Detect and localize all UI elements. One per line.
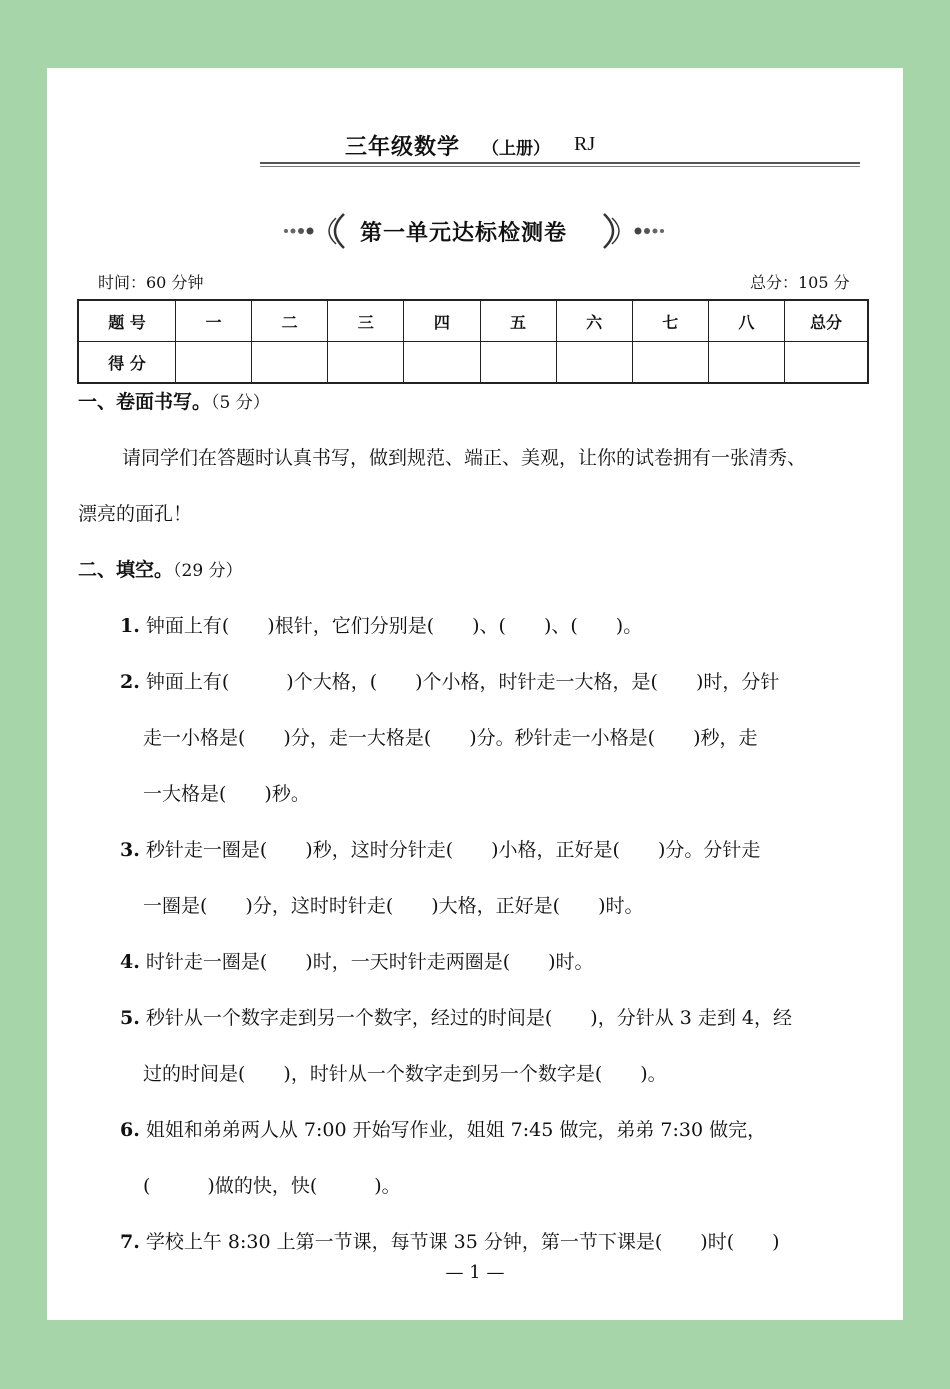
score-cell[interactable]: [404, 342, 480, 384]
col-header: 八: [708, 300, 784, 342]
question-2-cont: 走一小格是( )分，走一大格是( )分。秒针走一小格是( )秒，走: [143, 727, 758, 749]
right-ornament-icon: [596, 210, 666, 250]
book-volume: （上册）: [482, 139, 550, 159]
question-2: [120, 667, 779, 694]
question-6: [120, 1115, 766, 1142]
col-header: 四: [404, 300, 480, 342]
header-rule: [260, 162, 860, 164]
question-2-cont: 一大格是( )秒。: [143, 783, 310, 805]
score-table-header-row: [78, 300, 868, 342]
left-ornament-icon: [282, 210, 352, 250]
question-number: 4.: [120, 951, 140, 973]
question-text: 学校上午 8:30 上第一节课，每节课 35 分钟，第一节下课是( )时( ): [145, 1231, 780, 1253]
header-rule-thin: [260, 166, 860, 167]
question-number: 5.: [120, 1007, 140, 1029]
score-cell[interactable]: [176, 342, 252, 384]
section-1-text: 请同学们在答题时认真书写，做到规范、端正、美观，让你的试卷拥有一张清秀、: [122, 447, 807, 469]
col-header: 五: [480, 300, 556, 342]
question-3-cont: 一圈是( )分，这时时针走( )大格，正好是( )时。: [143, 895, 644, 917]
row-label: 得 分: [78, 342, 176, 384]
score-table: [77, 299, 869, 384]
question-5-cont: 过的时间是( )，时针从一个数字走到另一个数字是( )。: [143, 1063, 667, 1085]
question-text: 钟面上有( )根针，它们分别是( )、( )、( )。: [145, 615, 643, 637]
row-label: 题 号: [78, 300, 176, 342]
score-cell[interactable]: [480, 342, 556, 384]
unit-title: 第一单元达标检测卷: [360, 220, 568, 246]
col-header: 一: [176, 300, 252, 342]
score-cell[interactable]: [252, 342, 328, 384]
question-text: 秒针走一圈是( )秒，这时分针走( )小格，正好是( )分。分针走: [145, 839, 761, 861]
col-header: 三: [328, 300, 404, 342]
col-header: 二: [252, 300, 328, 342]
section-2-points: （29 分）: [173, 561, 243, 581]
section-2-title: 二、填空。: [78, 559, 174, 581]
exam-time: 时间：60 分钟: [98, 273, 204, 292]
score-cell[interactable]: [708, 342, 784, 384]
question-7: [120, 1227, 780, 1254]
col-header: 七: [632, 300, 708, 342]
score-cell[interactable]: [632, 342, 708, 384]
section-1-points: （5 分）: [211, 393, 270, 413]
question-text: 时针走一圈是( )时，一天时针走两圈是( )时。: [145, 951, 594, 973]
question-5: [120, 1003, 792, 1030]
exam-total-score: 总分：105 分: [750, 273, 850, 292]
question-number: 3.: [120, 839, 140, 861]
book-edition: RJ: [574, 133, 596, 155]
section-1-heading: [78, 387, 270, 414]
score-table-score-row: [78, 342, 868, 384]
col-header: 六: [556, 300, 632, 342]
question-number: 6.: [120, 1119, 140, 1141]
section-1-text: 漂亮的面孔！: [78, 503, 193, 525]
question-number: 2.: [120, 671, 140, 693]
question-text: 秒针从一个数字走到另一个数字，经过的时间是( )，分针从 3 走到 4，经: [145, 1007, 793, 1029]
score-cell[interactable]: [556, 342, 632, 384]
question-text: 钟面上有( )个大格，( )个小格，时针走一大格，是( )时，分针: [145, 671, 780, 693]
score-cell[interactable]: [328, 342, 404, 384]
score-cell-total[interactable]: [785, 342, 869, 384]
section-2-heading: [78, 555, 243, 582]
question-number: 7.: [120, 1231, 140, 1253]
question-3: [120, 835, 760, 862]
book-title: 三年级数学: [345, 134, 461, 160]
question-text: 姐姐和弟弟两人从 7:00 开始写作业，姐姐 7:45 做完，弟弟 7:30 做完，: [145, 1119, 767, 1141]
question-6-cont: ( )做的快，快( )。: [143, 1175, 401, 1197]
page-number: — 1 —: [445, 1262, 505, 1283]
col-header-total: 总分: [785, 300, 869, 342]
question-4: [120, 947, 594, 974]
question-1: [120, 611, 642, 638]
question-number: 1.: [120, 615, 140, 637]
section-1-title: 一、卷面书写。: [78, 391, 212, 413]
